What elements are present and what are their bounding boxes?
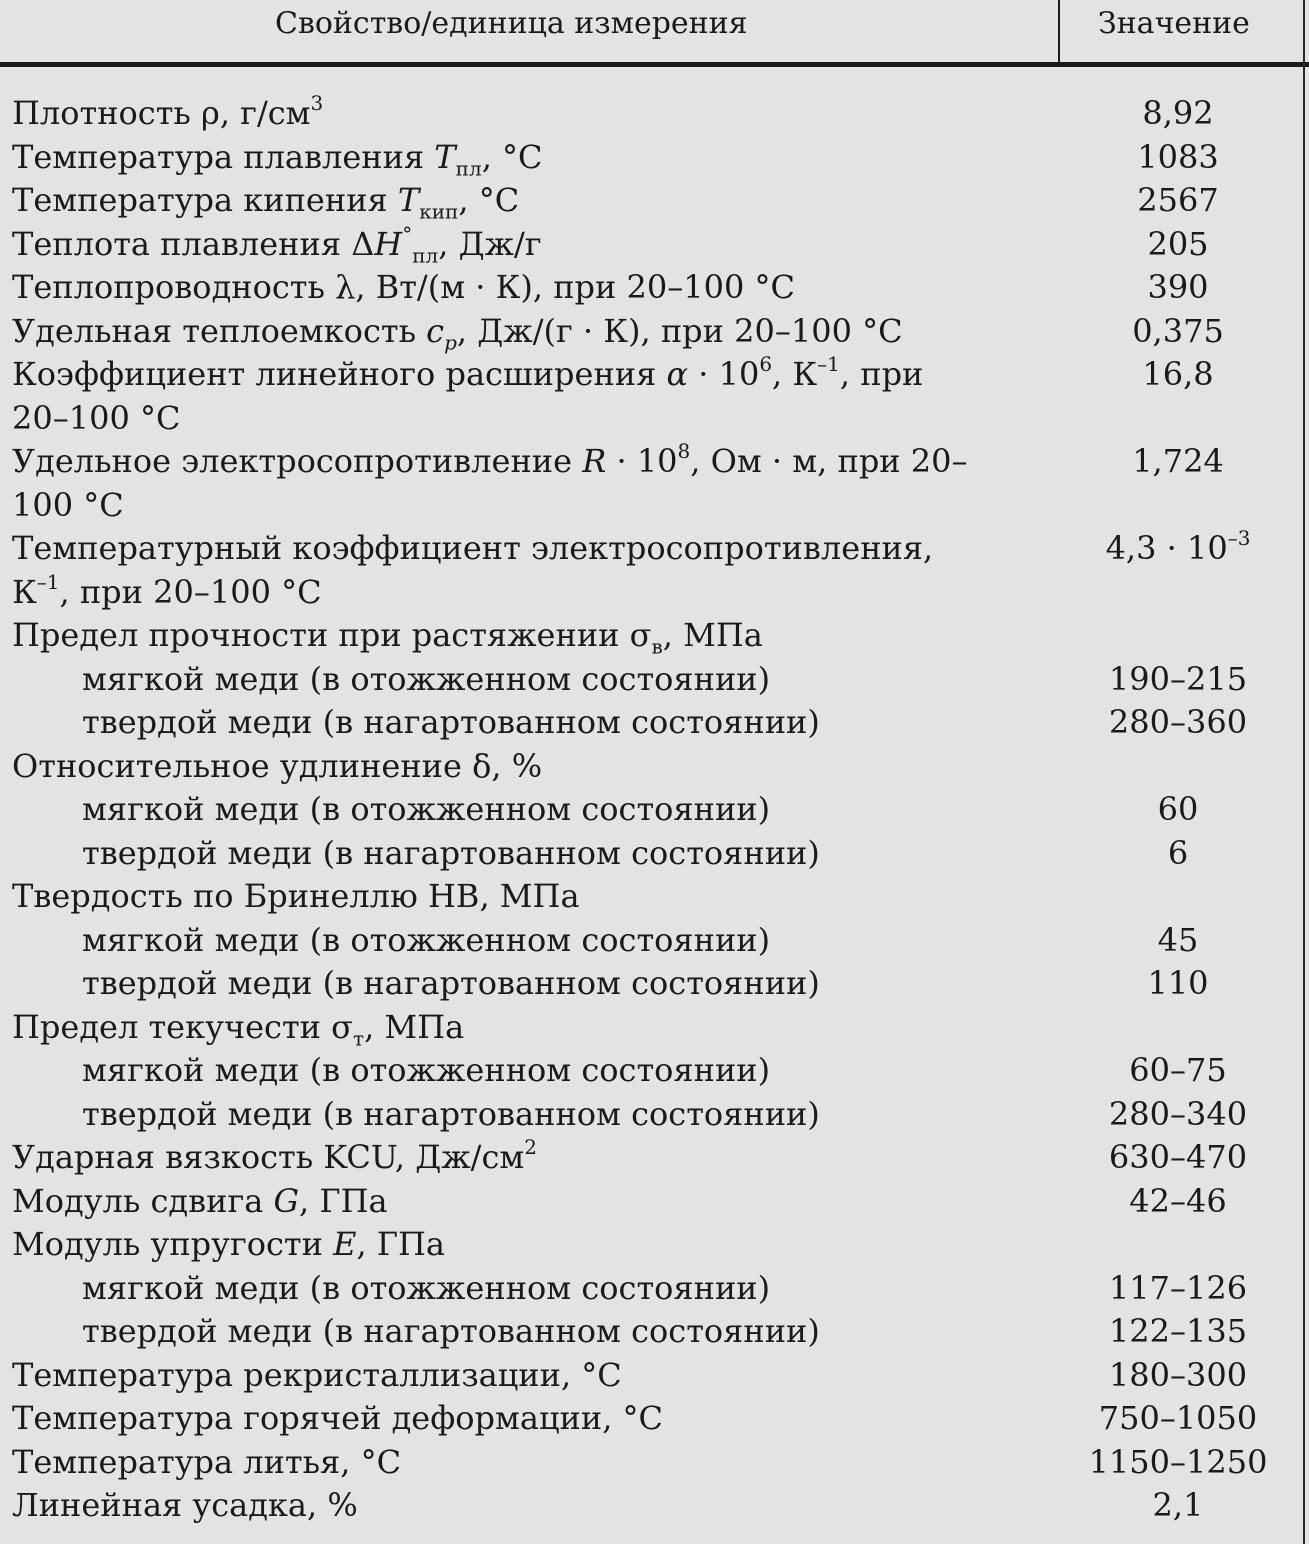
table-row (0, 658, 1300, 702)
value-cell: 280–360 (1108, 703, 1248, 741)
table-row (0, 266, 1300, 310)
property-cell: Твердость по Бринеллю НВ, МПа (12, 877, 580, 915)
value-cell: 42–46 (1129, 1181, 1227, 1220)
table-row (0, 1441, 1300, 1485)
property-cell: Плотность ρ, $г/см^3$ (12, 91, 324, 132)
table-row (0, 310, 1300, 354)
value-cell: 390 (1147, 268, 1209, 306)
property-cell: Линейная усадка, % (12, 1486, 358, 1524)
property-cell: Удельное электросопротивление $R \cdot 10^8$, Ом · м, при 20– 100 °С (12, 439, 968, 524)
header-property: Свойство/единица измерения (275, 6, 748, 41)
property-cell: Теплопроводность λ, Вт/(м · К), при 20–100 °С (12, 268, 795, 306)
property-cell: Температура кипения $T_{кип}$, °С (12, 181, 520, 224)
value-cell: 60 (1157, 790, 1199, 828)
property-cell: Относительное удлинение δ, % (12, 746, 543, 785)
value-cell: 45 (1157, 920, 1199, 959)
value-cell: 1150–1250 (1088, 1442, 1268, 1481)
property-cell: твердой меди (в нагартованном состоянии) (82, 964, 820, 1002)
property-cell: мягкой меди (в отожженном состоянии) (82, 920, 771, 959)
property-cell: Температура литья, °С (12, 1442, 402, 1481)
table-row (0, 92, 1300, 136)
table-row (0, 353, 1300, 440)
value-cell: 630–470 (1108, 1138, 1248, 1176)
table-row (0, 614, 1300, 658)
table-row (0, 1354, 1300, 1398)
value-cell: 122–135 (1108, 1312, 1248, 1350)
right-border-line (1303, 0, 1305, 1544)
property-cell: Температурный коэффициент электросопротивления, $К^{-1}$, при 20–100 °С (12, 529, 934, 611)
table-row (0, 875, 1300, 919)
property-cell: твердой меди (в нагартованном состоянии) (82, 833, 820, 872)
property-cell: Ударная вязкость KCU, $Дж/см^2$ (12, 1135, 537, 1176)
property-cell: Предел текучести $\sigma_т$, МПа (12, 1007, 465, 1050)
value-cell: 750–1050 (1098, 1399, 1258, 1437)
table-row (0, 1136, 1300, 1180)
header-value: Значение (1098, 6, 1250, 41)
value-cell: 110 (1147, 964, 1209, 1002)
value-cell: 6 (1167, 833, 1189, 872)
value-cell: 117–126 (1108, 1268, 1248, 1307)
property-cell: мягкой меди (в отожженном состоянии) (82, 659, 771, 698)
table-row (0, 919, 1300, 963)
value-cell: 205 (1147, 224, 1209, 263)
value-cell: 16,8 (1142, 355, 1214, 393)
table-row (0, 1310, 1300, 1354)
value-cell: 2,1 (1152, 1486, 1204, 1524)
table-row (0, 1093, 1300, 1137)
property-cell: твердой меди (в нагартованном состоянии) (82, 703, 820, 741)
value-cell: 190–215 (1108, 659, 1248, 698)
table-row (0, 179, 1300, 223)
property-cell: Температура рекристаллизации, °С (12, 1355, 622, 1394)
property-cell: мягкой меди (в отожженном состоянии) (82, 1268, 771, 1307)
table-row (0, 1223, 1300, 1267)
value-cell: 60–75 (1129, 1051, 1227, 1089)
property-cell: мягкой меди (в отожженном состоянии) (82, 790, 771, 828)
properties-table (0, 92, 1300, 1528)
header-column-divider (1058, 0, 1060, 62)
property-cell: Удельная теплоемкость $c_p$, Дж/(г · К), при 20–100 °С (12, 311, 903, 354)
property-cell: мягкой меди (в отожженном состоянии) (82, 1051, 771, 1089)
property-cell: Предел прочности при растяжении $\sigma_в$, МПа (12, 616, 763, 659)
table-row (0, 788, 1300, 832)
property-cell: Температура плавления $T_{пл}$, °С (12, 137, 543, 180)
table-row (0, 962, 1300, 1006)
property-cell: твердой меди (в нагартованном состоянии) (82, 1094, 820, 1133)
table-row (0, 1484, 1300, 1528)
value-cell: 280–340 (1108, 1094, 1248, 1133)
table-row (0, 136, 1300, 180)
table-row (0, 1397, 1300, 1441)
value-cell: 180–300 (1108, 1355, 1248, 1394)
property-cell: Температура горячей деформации, °С (12, 1399, 664, 1437)
value-cell: 8,92 (1142, 94, 1214, 132)
table-row (0, 701, 1300, 745)
value-cell: 0,375 (1132, 311, 1224, 350)
table-row (0, 1267, 1300, 1311)
value-cell: 1083 (1137, 137, 1219, 176)
table-row (0, 745, 1300, 789)
table-row (0, 1006, 1300, 1050)
property-cell: Теплота плавления $\Delta H^\circ_{пл}$, Дж/г (12, 221, 542, 267)
property-cell: Коэффициент линейного расширения $\alpha \cdot 10^6$, $К^{-1}$, при 20–100 °С (12, 352, 924, 437)
value-cell: 2567 (1137, 181, 1219, 219)
table-row (0, 832, 1300, 876)
property-cell: Модуль упругости E, ГПа (12, 1225, 445, 1263)
property-cell: твердой меди (в нагартованном состоянии) (82, 1312, 820, 1350)
table-row (0, 223, 1300, 267)
table-row (0, 527, 1300, 614)
table-header (0, 0, 1309, 67)
table-row (0, 1049, 1300, 1093)
property-cell: Модуль сдвига G, ГПа (12, 1181, 388, 1220)
value-cell: $4,3 \cdot 10^{-3}$ (1105, 526, 1251, 567)
table-row (0, 440, 1300, 527)
table-row (0, 1180, 1300, 1224)
value-cell: 1,724 (1132, 442, 1224, 480)
